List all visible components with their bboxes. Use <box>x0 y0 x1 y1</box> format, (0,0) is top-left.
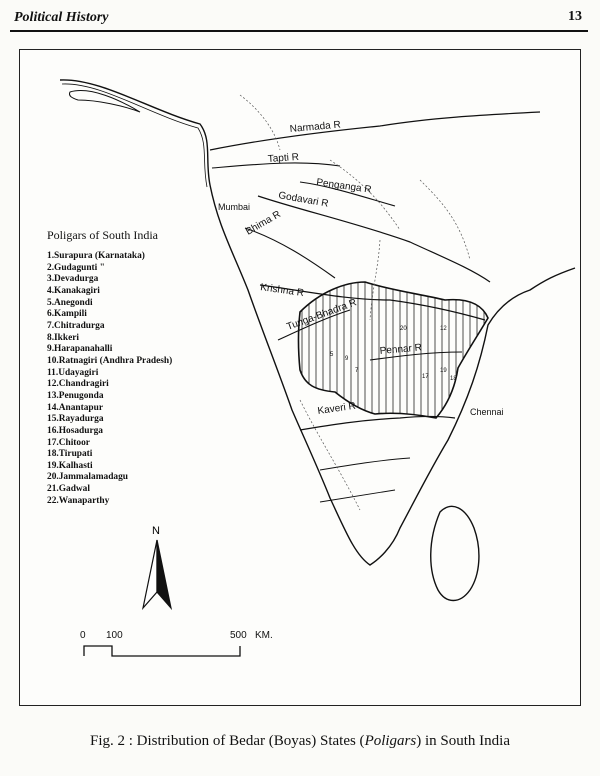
list-item: 11.Udayagiri <box>47 367 99 378</box>
scale-unit: KM. <box>255 630 273 641</box>
north-label: N <box>152 525 160 537</box>
river-minor-2 <box>320 490 395 502</box>
river-label-godavari: Godavari R <box>277 190 330 210</box>
scale-tick-0: 0 <box>80 630 86 641</box>
list-item: 14.Anantapur <box>47 402 104 413</box>
river-label-narmada: Narmada R <box>289 119 342 135</box>
scale-tick-500: 500 <box>230 630 247 641</box>
river-label-bhima: Bhima R <box>244 208 283 238</box>
legend <box>47 228 237 507</box>
list-item: 21.Gadwal <box>47 484 90 495</box>
river-godavari <box>258 196 490 282</box>
list-item: 16.Hosadurga <box>47 425 103 436</box>
north-arrow-right <box>157 540 171 608</box>
river-narmada <box>210 112 540 150</box>
page-number: 13 <box>568 9 582 24</box>
north-arrow <box>143 525 171 608</box>
poligar-marker: 18 <box>450 376 457 382</box>
list-item: 18.Tirupati <box>47 449 93 460</box>
poligar-marker: 12 <box>440 326 447 332</box>
poligar-marker: 19 <box>440 368 447 374</box>
poligar-marker: 20 <box>400 326 407 332</box>
state-boundary <box>300 400 360 510</box>
state-boundary <box>330 160 400 230</box>
poligar-marker: 9 <box>345 356 349 362</box>
list-item: 12.Chandragiri <box>47 379 109 390</box>
list-item: 15.Rayadurga <box>47 414 104 425</box>
river-label-kaveri: Kaveri R <box>316 400 357 417</box>
scale-bar <box>84 646 240 656</box>
north-arrow-left <box>143 540 157 608</box>
list-item: 13.Penugonda <box>47 390 104 401</box>
river-label-penganga: Penganga R <box>315 177 373 196</box>
river-kaveri <box>300 417 455 431</box>
list-item: 4.Kanakagiri <box>47 285 100 296</box>
river-label-tungabhadra: Tunga-Bhadra R <box>285 297 359 333</box>
river-minor-1 <box>320 458 410 470</box>
caption-suffix: ) in South India <box>416 733 510 749</box>
city-label-chennai: Chennai <box>470 407 504 417</box>
caption-italic: Poligars <box>364 733 417 749</box>
list-item: 5.Anegondi <box>47 297 93 308</box>
list-item: 6.Kampili <box>47 309 87 320</box>
list-item: 19.Kalhasti <box>47 460 93 471</box>
figure-caption <box>0 733 600 750</box>
river-label-tapti: Tapti R <box>267 151 300 165</box>
list-item: 17.Chitoor <box>47 437 90 448</box>
scale-tick-100: 100 <box>106 630 123 641</box>
list-item: 3.Devadurga <box>47 274 99 285</box>
poligar-list <box>47 251 237 507</box>
state-boundary <box>420 180 470 260</box>
list-item: 10.Ratnagiri (Andhra Pradesh) <box>47 355 173 366</box>
sri-lanka <box>431 506 479 600</box>
list-item: 9.Harapanahalli <box>47 344 113 355</box>
list-item: 22.Wanaparthy <box>47 495 110 506</box>
list-item: 8.Ikkeri <box>47 332 80 343</box>
list-item: 2.Gudagunti " <box>47 262 105 273</box>
running-title: Political History <box>14 10 109 25</box>
list-item: 1.Surapura (Karnataka) <box>47 251 145 261</box>
caption-prefix: Fig. 2 : Distribution of Bedar (Boyas) States ( <box>90 733 365 749</box>
river-label-pennar: Pennar R <box>379 342 423 357</box>
legend-title: Poligars of South India <box>47 228 158 242</box>
poligar-marker: 7 <box>355 368 359 374</box>
poligar-marker: 5 <box>330 352 334 358</box>
list-item: 20.Jammalamadagu <box>47 472 128 483</box>
state-boundary <box>240 95 280 150</box>
list-item: 7.Chitradurga <box>47 320 105 331</box>
city-label-mumbai: Mumbai <box>218 202 251 212</box>
poligar-marker: 17 <box>422 374 429 380</box>
river-label-krishna: Krishna R <box>259 282 305 300</box>
river-bhima <box>245 228 335 278</box>
